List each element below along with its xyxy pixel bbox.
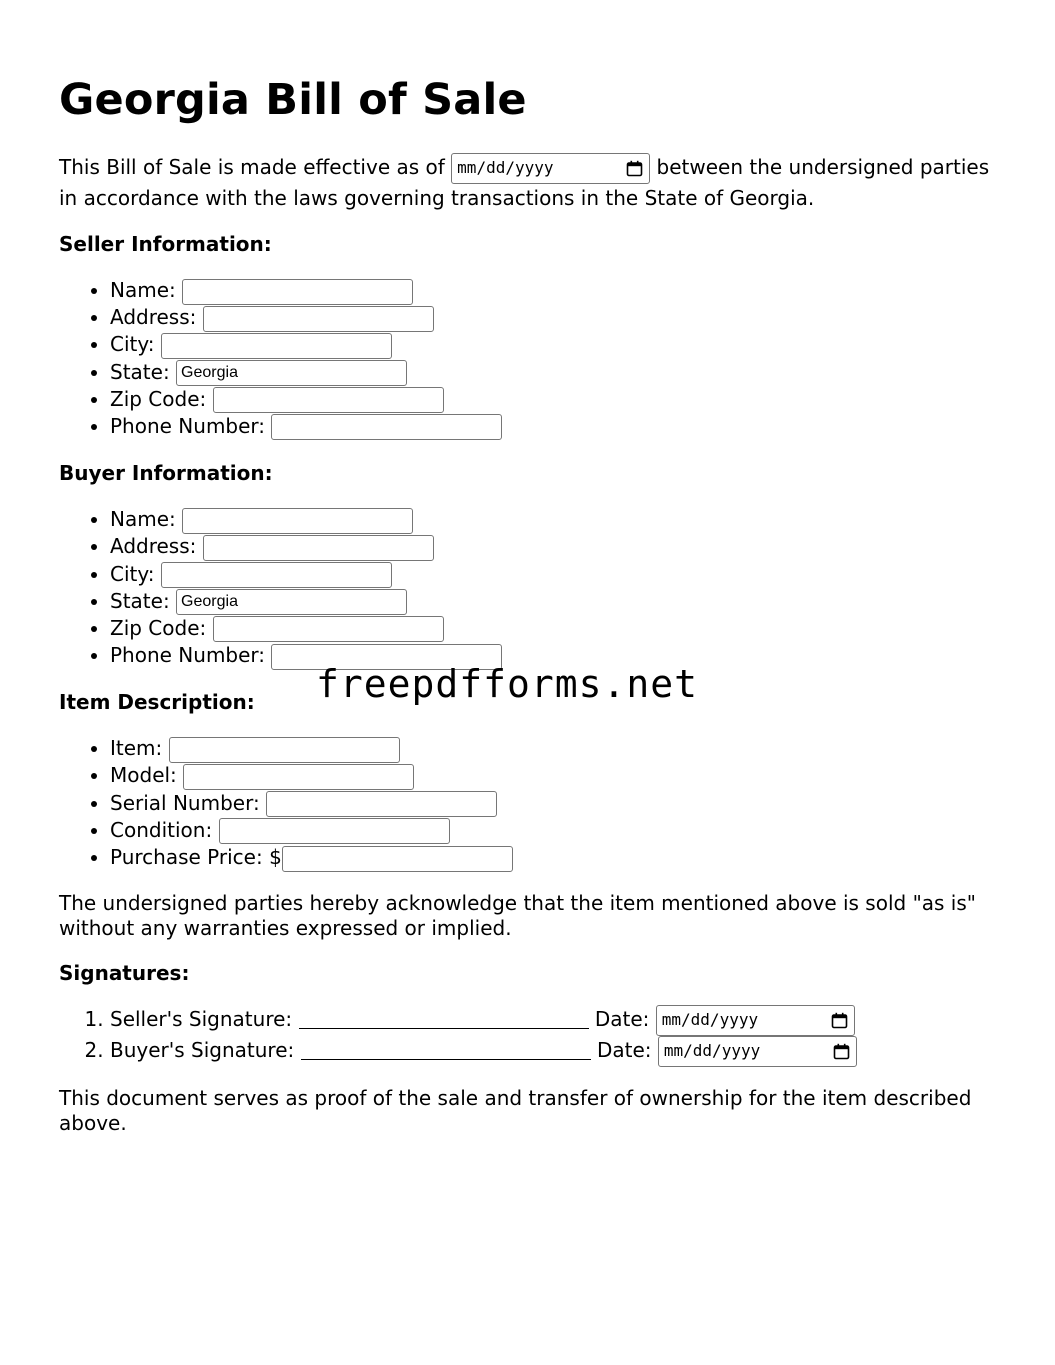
buyer-city-input[interactable]: [161, 562, 392, 588]
seller-name-input[interactable]: [182, 279, 413, 305]
intro-paragraph: [59, 153, 999, 213]
model-input[interactable]: [183, 764, 414, 790]
item-heading: Item Description:: [59, 690, 255, 715]
seller-zip-input[interactable]: [213, 387, 444, 413]
seller-address-input[interactable]: [203, 306, 434, 332]
buyer-list: [59, 506, 999, 669]
signatures-list: [59, 1004, 999, 1066]
intro-text-before: This Bill of Sale is made effective as of: [59, 155, 445, 179]
watermark: freepdfforms.net: [316, 662, 699, 706]
date-placeholder: mm/dd/yyyy: [457, 158, 554, 177]
seller-state-input[interactable]: [176, 360, 407, 386]
closing-paragraph: This document serves as proof of the sale and transfer of ownership for the item described above.: [59, 1086, 972, 1136]
buyer-heading: Buyer Information:: [59, 461, 273, 486]
item-condition: • Condition:: [110, 817, 999, 844]
item-serial: • Serial Number:: [110, 790, 999, 817]
seller-state-item: • State: Georgia: [110, 359, 999, 386]
seller-phone-item: • Phone Number:: [110, 413, 999, 440]
serial-number-input[interactable]: [266, 791, 497, 817]
buyer-address-item: • Address:: [110, 533, 999, 560]
buyer-state-input[interactable]: [176, 589, 407, 615]
buyer-signature-line[interactable]: [301, 1037, 591, 1060]
seller-city-input[interactable]: [161, 333, 392, 359]
item-item: • Item:: [110, 735, 999, 762]
seller-phone-input[interactable]: [271, 414, 502, 440]
page-title: Georgia Bill of Sale: [59, 75, 527, 125]
seller-signature-item: 1. Seller's Signature: Date: mm/dd/yyyy: [110, 1004, 999, 1035]
seller-signature-line[interactable]: [299, 1006, 589, 1029]
buyer-zip-input[interactable]: [213, 616, 444, 642]
signatures-heading: Signatures:: [59, 961, 190, 986]
effective-date-input[interactable]: [451, 153, 650, 184]
buyer-state-item: • State: Georgia: [110, 588, 999, 615]
calendar-icon[interactable]: [833, 1043, 850, 1060]
seller-heading: Seller Information:: [59, 232, 272, 256]
item-input[interactable]: [169, 737, 400, 763]
buyer-date-input[interactable]: mm/dd/yyyy: [658, 1036, 857, 1067]
buyer-name-item: • Name:: [110, 506, 999, 533]
calendar-icon[interactable]: [626, 160, 643, 177]
buyer-phone-item: • Phone Number:: [110, 642, 999, 669]
as-is-paragraph: The undersigned parties hereby acknowledge that the item mentioned above is sold "as is" without any warranties expressed or implied.: [59, 891, 976, 941]
seller-list: [59, 277, 999, 440]
seller-date-input[interactable]: mm/dd/yyyy: [656, 1005, 855, 1036]
purchase-price-input[interactable]: [282, 846, 513, 872]
buyer-address-input[interactable]: [203, 535, 434, 561]
buyer-city-item: • City:: [110, 561, 999, 588]
item-model: • Model:: [110, 762, 999, 789]
calendar-icon[interactable]: [831, 1012, 848, 1029]
seller-city-item: • City:: [110, 331, 999, 358]
seller-zip-item: • Zip Code:: [110, 386, 999, 413]
item-list: [59, 735, 999, 871]
document-page: [59, 0, 999, 1136]
seller-name-item: • Name:: [110, 277, 999, 304]
condition-input[interactable]: [219, 818, 450, 844]
buyer-signature-item: 2. Buyer's Signature: Date: mm/dd/yyyy: [110, 1035, 999, 1066]
buyer-zip-item: • Zip Code:: [110, 615, 999, 642]
seller-address-item: • Address:: [110, 304, 999, 331]
buyer-name-input[interactable]: [182, 508, 413, 534]
item-price: • Purchase Price: $: [110, 844, 999, 871]
intro-text-after: between the undersigned parties in accordance with the laws governing transactions in the State of Georgia.: [59, 155, 990, 210]
